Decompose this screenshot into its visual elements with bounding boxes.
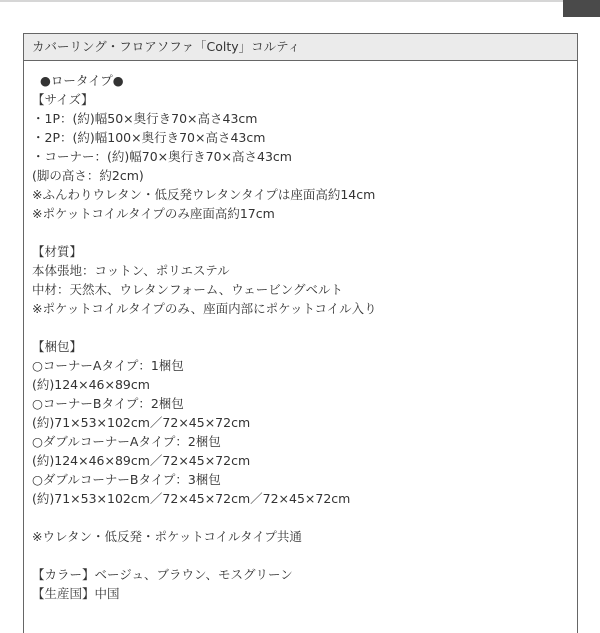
material-note: ※ポケットコイルタイプのみ、座面内部にポケットコイル入り <box>32 301 377 316</box>
size-line: ・2P：(約)幅100×奥行き70×高さ43cm <box>32 130 266 145</box>
package-heading: 【梱包】 <box>32 339 83 354</box>
material-line: 本体張地：コットン、ポリエステル <box>32 263 230 278</box>
size-heading: 【サイズ】 <box>32 92 94 107</box>
package-line: (約)124×46×89cm <box>32 377 150 392</box>
spacer <box>32 546 577 565</box>
top-divider <box>0 0 600 2</box>
package-line: ○ダブルコーナーBタイプ：3梱包 <box>32 472 221 487</box>
material-line: 中材：天然木、ウレタンフォーム、ウェービングベルト <box>32 282 344 297</box>
material-heading: 【材質】 <box>32 244 83 259</box>
spacer <box>32 223 577 242</box>
package-line: ○コーナーBタイプ：2梱包 <box>32 396 184 411</box>
spacer <box>32 318 577 337</box>
spec-table-title: カバーリング・フロアソファ「Colty」コルティ <box>24 34 577 61</box>
origin-line: 【生産国】中国 <box>32 586 120 601</box>
size-note: ※ふんわりウレタン・低反発ウレタンタイプは座面高約14cm <box>32 187 376 202</box>
package-line: (約)71×53×102cm／72×45×72cm <box>32 415 251 430</box>
leg-height-line: (脚の高さ：約2cm) <box>32 168 144 183</box>
color-line: 【カラー】ベージュ、ブラウン、モスグリーン <box>32 567 293 582</box>
corner-tab <box>563 0 600 17</box>
type-label: ●ロータイプ● <box>40 73 124 88</box>
package-line: (約)124×46×89cm／72×45×72cm <box>32 453 251 468</box>
common-note: ※ウレタン・低反発・ポケットコイルタイプ共通 <box>32 529 302 544</box>
spec-table <box>23 33 578 633</box>
package-line: ○ダブルコーナーAタイプ：2梱包 <box>32 434 221 449</box>
size-line: ・コーナー：(約)幅70×奥行き70×高さ43cm <box>32 149 292 164</box>
spacer <box>32 508 577 527</box>
size-note: ※ポケットコイルタイプのみ座面高約17cm <box>32 206 275 221</box>
spec-table-body <box>24 61 577 603</box>
package-line: (約)71×53×102cm／72×45×72cm／72×45×72cm <box>32 491 351 506</box>
size-line: ・1P：(約)幅50×奥行き70×高さ43cm <box>32 111 258 126</box>
package-line: ○コーナーAタイプ：1梱包 <box>32 358 184 373</box>
